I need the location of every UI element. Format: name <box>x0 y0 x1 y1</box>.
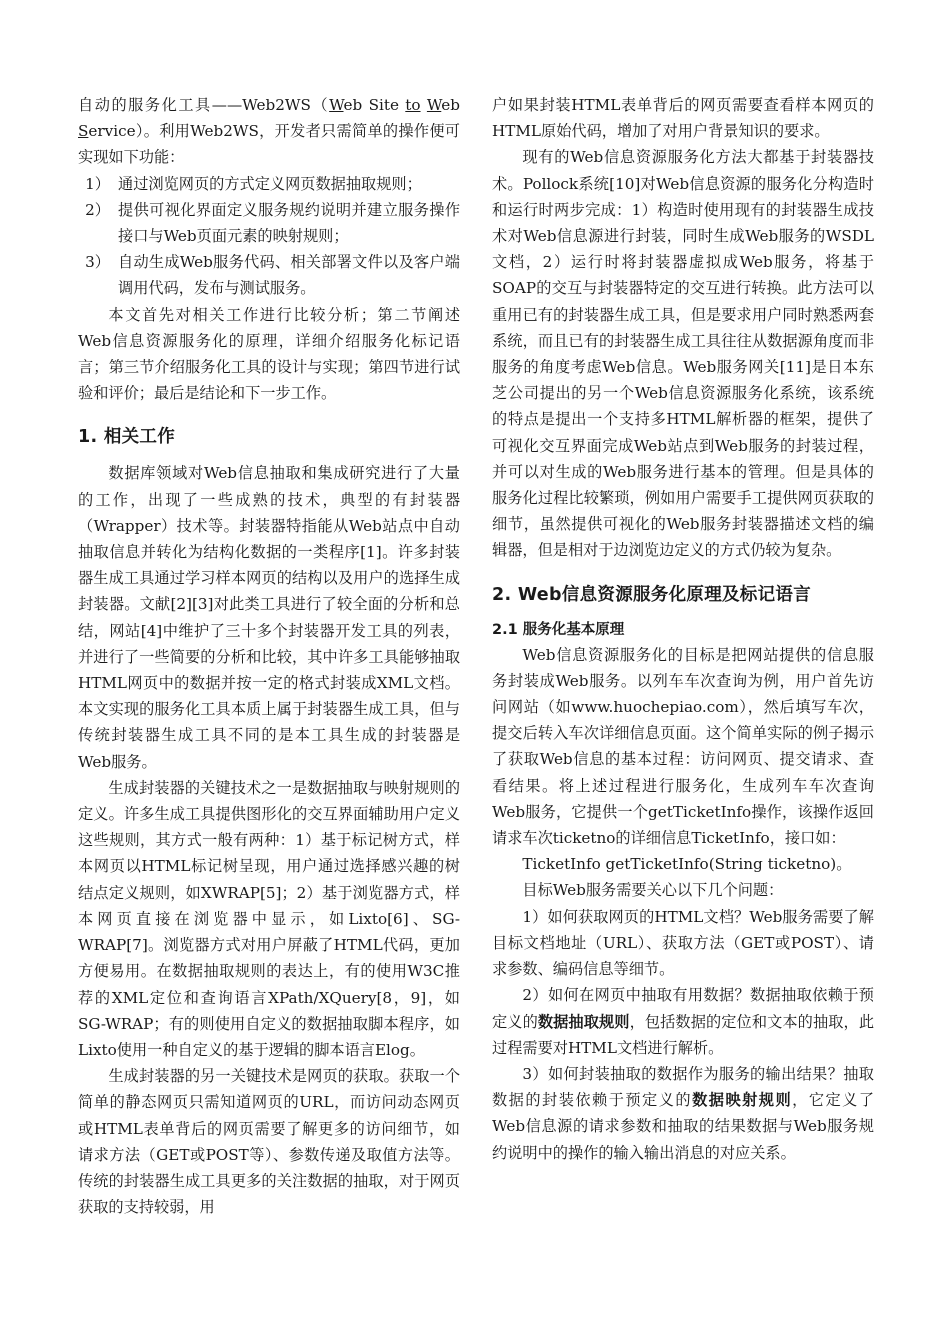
related-work-paragraph: 数据库领域对Web信息抽取和集成研究进行了大量的工作，出现了一些成熟的技术，典型的有封装器（Wrapper）技术等。封装器特指能从Web站点中自动抽取信息并转化为结构化数据的一类程序[1]。许多封装器生成工具通过学习样本网页的结构以及用户的选择生成封装器。文献[2][3]对此类工具进行了较全面的分析和总结，网站[4]中维护了三十多个封装器开发工具的列表，并进行了一些简要的分析和比较，其中许多工具能够抽取HTML网页中的数据并按一定的格式封装成XML文档。本文实现的服务化工具本质上属于封装器生成工具，但与传统封装器生成工具不同的是本工具生成的封装器是Web服务。 <box>78 464 460 771</box>
principle-paragraph: Web信息资源服务化的目标是把网站提供的信息服务封装成Web服务。以列车车次查询为例，用户首先访问网站（如www.huochepiao.com），然后填写车次，提交后转入车次详细信息页面。这个简单实际的例子揭示了获取Web信息的基本过程：访问网页、提交请求、查看结果。将上述过程进行服务化，生成列车车次查询Web服务，它提供一个getTicketInfo操作，该操作返回请求车次ticketno的详细信息TicketInfo，接口如： <box>492 645 874 848</box>
section-heading-related-work: 1. 相关工作 <box>78 427 176 448</box>
feature-item: 2） 提供可视化界面定义服务规约说明并建立服务操作接口与Web页面元素的映射规则； <box>85 200 460 246</box>
term-extraction-rules: 数据抽取规则 <box>537 1012 630 1031</box>
subsection-heading-basic-principle: 2.1 服务化基本原理 <box>492 621 625 638</box>
section-heading-principles: 2. Web信息资源服务化原理及标记语言 <box>492 584 811 605</box>
question-paragraph: 1）如何获取网页的HTML文档？Web服务需要了解目标文档地址（URL）、获取方法（GET或POST）、请求参数、编码信息等细节。 <box>492 907 874 979</box>
existing-methods-paragraph: 现有的Web信息资源服务化方法大都基于封装器技术。Pollock系统[10]对Web信息资源的服务化分构造时和运行时两步完成：1）构造时使用现有的封装器生成技术对Web信息源进行封装，同时生成Web服务的WSDL文档，2）运行时将封装器虚拟成Web服务，将基于SOAP的交互与封装器特定的交互进行转换。此方法可以重用已有的封装器生成工具，但是要求用户同时熟悉两套系统，而且已有的封装器生成工具往往从数据源角度而非服务的角度考虑Web信息。Web服务网关[11]是日本东芝公司提出的另一个Web信息资源服务化系统，该系统的特点是提出一个支持多HTML解析器的框架，提供了可视化交互界面完成Web站点到Web服务的封装过程，并可以对生成的Web服务进行基本的管理。但是具体的服务化过程比较繁琐，例如用户需要手工提供网页获取的细节，虽然提供可视化的Web服务封装器描述文档的编辑器，但是相对于边浏览边定义的方式仍较为复杂。 <box>492 148 874 560</box>
continued-paragraph: 户如果封装HTML表单背后的网页需要查看样本网页的HTML原始代码，增加了对用户背景知识的要求。 <box>492 96 874 141</box>
questions-intro: 目标Web服务需要关心以下几个问题： <box>522 881 784 900</box>
intro-paragraph: 自动的服务化工具——Web2WS（Web Site to Web Service）。利用Web2WS，开发者只需简单的操作便可实现如下功能： <box>78 96 460 167</box>
question-paragraph: 3）如何封装抽取的数据作为服务的输出结果？抽取数据的封装依赖于预定义的数据映射规则，它定义了Web信息源的请求参数和抽取的结果数据与Web服务规约说明中的操作的输入输出消息的对应关系。 <box>492 1064 875 1162</box>
feature-item: 1） 通过浏览网页的方式定义网页数据抽取规则； <box>85 174 422 193</box>
related-work-paragraph: 生成封装器的关键技术之一是数据抽取与映射规则的定义。许多生成工具提供图形化的交互界面辅助用户定义这些规则，其方式一般有两种：1）基于标记树方式，样本网页以HTML标记树呈现，用户通过选择感兴趣的树结点定义规则，如XWRAP[5]；2）基于浏览器方式，样本网页直接在浏览器中显示，如Lixto[6]、SG-WRAP[7]。浏览器方式对用户屏蔽了HTML代码，更加方便易用。在数据抽取规则的表达上，有的使用W3C推荐的XML定位和查询语言XPath/XQuery[8，9]，如SG-WRAP；有的则使用自定义的数据抽取脚本程序，如Lixto使用一种自定义的基于逻辑的脚本语言Elog。 <box>78 778 460 1059</box>
feature-item: 3） 自动生成Web服务代码、相关部署文件以及客户端调用代码，发布与测试服务。 <box>85 253 460 298</box>
question-paragraph: 2）如何在网页中抽取有用数据？数据抽取依赖于预定义的数据抽取规则，包括数据的定位和文本的抽取，此过程需要对HTML文档进行解析。 <box>492 986 875 1057</box>
left-column <box>78 92 460 1220</box>
right-column <box>492 92 874 1166</box>
related-work-paragraph: 生成封装器的另一关键技术是网页的获取。获取一个简单的静态网页只需知道网页的URL，而访问动态网页或HTML表单背后的网页需要了解更多的访问细节，如请求方法（GET或POST等）、参数传递及取值方法等。传统的封装器生成工具更多的关注数据的抽取，对于网页获取的支持较弱，用 <box>78 1067 460 1217</box>
paper-outline-paragraph: 本文首先对相关工作进行比较分析；第二节阐述Web信息资源服务化的原理，详细介绍服务化标记语言；第三节介绍服务化工具的设计与实现；第四节进行试验和评价；最后是结论和下一步工作。 <box>78 305 460 403</box>
term-mapping-rules: 数据映射规则 <box>692 1091 793 1110</box>
interface-signature: TicketInfo getTicketInfo(String ticketno)。 <box>522 855 852 874</box>
